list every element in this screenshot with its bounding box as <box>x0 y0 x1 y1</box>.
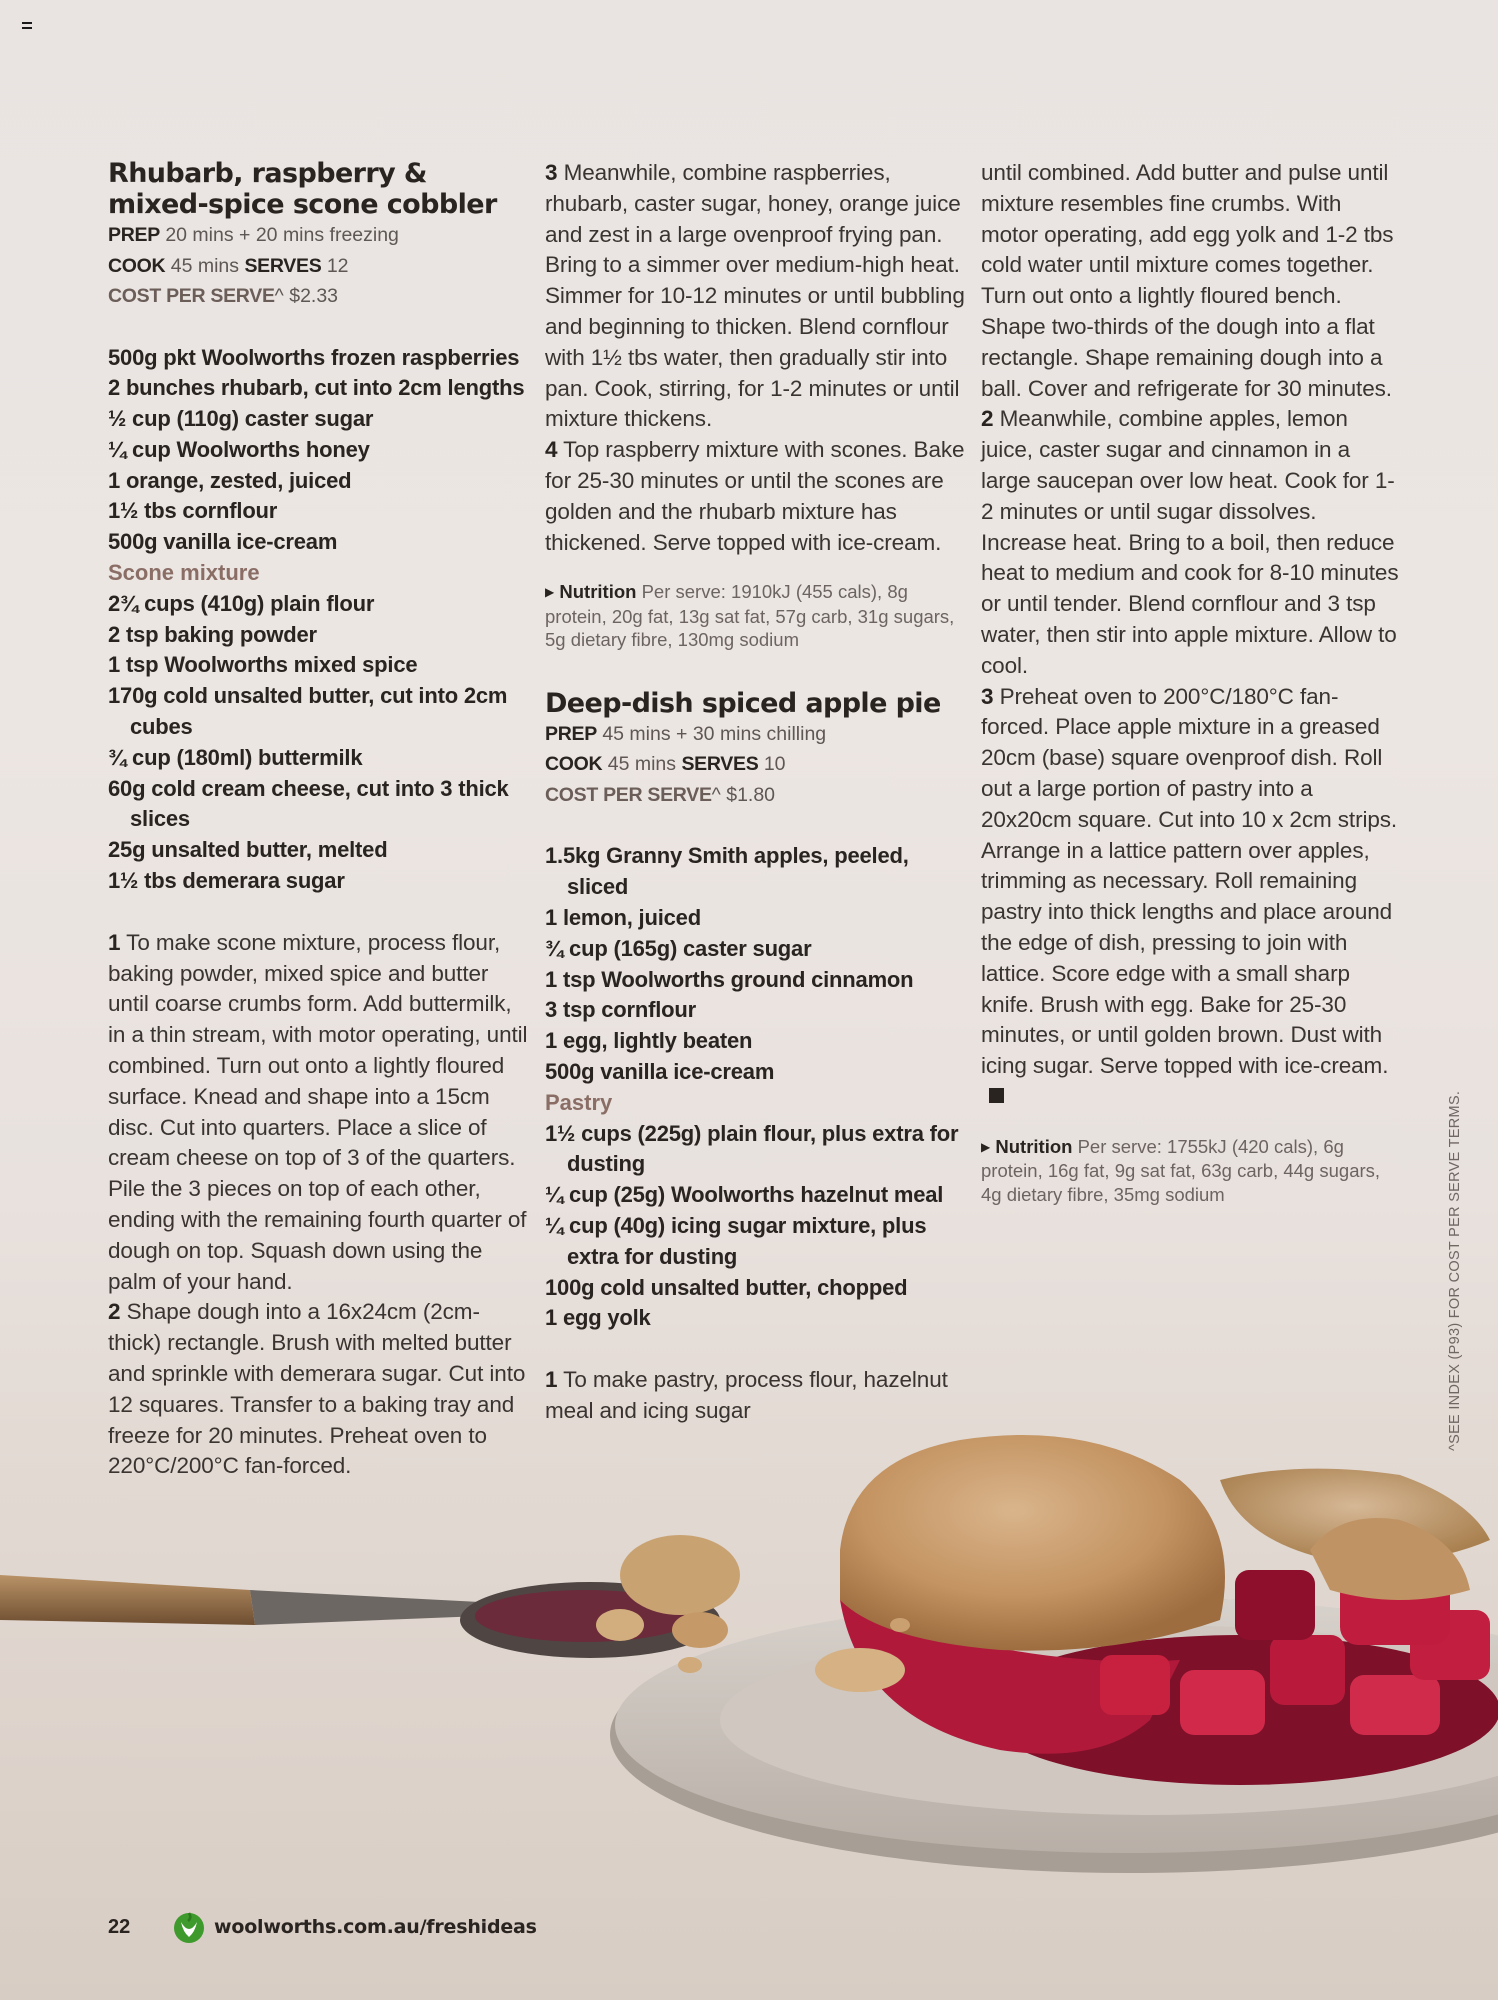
page-number: 22 <box>108 1915 131 1938</box>
step-text: To make pastry, process flour, hazelnut meal and icing sugar <box>545 1367 948 1423</box>
nutrition-text: Per serve: 1755kJ (420 cals), 6g protein, 16g fat, 9g sat fat, 63g carb, 44g sugars, 4g dietary fibre, 35mg sodium <box>981 1135 1381 1205</box>
recipe1-method-continued <box>545 158 965 558</box>
recipe2-method <box>545 1365 965 1427</box>
cost-terms-note: ^SEE INDEX (P93) FOR COST PER SERVE TERMS. <box>1447 1090 1463 1451</box>
cost-mark: ^ <box>274 285 284 307</box>
cook-label: COOK <box>545 753 603 776</box>
nutrition-text: Per serve: 1910kJ (455 cals), 8g protein, 20g fat, 13g sat fat, 57g carb, 31g sugars, 5g dietary fibre, 130mg sodium <box>545 581 955 651</box>
ingredient-item: ¼ cup (25g) Woolworths hazelnut meal <box>545 1182 944 1208</box>
cost-label: COST PER SERVE <box>545 783 712 806</box>
recipe1-nutrition <box>545 580 965 652</box>
footer-url-link[interactable]: woolworths.com.au/freshideas <box>214 1916 537 1938</box>
recipe1-title <box>108 158 528 220</box>
ingredient-item: 1 egg yolk <box>545 1305 651 1331</box>
nutrition-label: Nutrition <box>559 581 637 603</box>
ingredient-item: 3 tsp cornflour <box>545 997 697 1023</box>
cost-value: $1.80 <box>726 783 776 806</box>
cost-mark: ^ <box>711 783 721 806</box>
column-1 <box>108 158 528 1482</box>
ingredient-item: 1½ tbs cornflour <box>108 498 278 524</box>
step-number: 1 <box>108 929 121 955</box>
recipe1-method <box>108 928 528 1482</box>
ingredient-item: 1½ cups (225g) plain flour, plus extra for dusting <box>545 1120 959 1177</box>
recipe2-method-continued <box>981 158 1401 1113</box>
serves-label: SERVES <box>244 254 322 277</box>
step-text: Meanwhile, combine raspberries, rhubarb, caster sugar, honey, orange juice and zest in a large ovenproof frying pan. Bring to a simmer over medium-high heat. Simmer for 10-12 minutes or until bubbling and beginning to thicken. Blend cornflour with 1½ tbs water, then gradually stir into pan. Cook, stirring, for 1-2 minutes or until mixture thickens. <box>545 160 965 432</box>
ingredient-item: ¾ cup (165g) caster sugar <box>545 935 812 961</box>
ingredient-item: ½ cup (110g) caster sugar <box>108 406 374 432</box>
cost-value: $2.33 <box>289 285 339 307</box>
step-text: Top raspberry mixture with scones. Bake for 25-30 minutes or until the scones are golden and the rhubarb mixture has thickened. Serve topped with ice-cream. <box>545 437 965 555</box>
cook-value: 45 mins <box>170 254 240 277</box>
ingredient-item: 500g vanilla ice-cream <box>545 1058 775 1084</box>
prep-value: 20 mins + 20 mins freezing <box>165 224 399 246</box>
recipe1-meta <box>108 220 528 312</box>
page-footer <box>108 1910 537 1944</box>
ingredient-item: 170g cold unsalted butter, cut into 2cm cubes <box>108 683 508 740</box>
recipe1-title-line-1: Rhubarb, raspberry & <box>108 158 427 189</box>
menu-icon[interactable] <box>22 22 32 29</box>
ingredient-item: 1 orange, zested, juiced <box>108 467 352 493</box>
ingredient-item: 2¾ cups (410g) plain flour <box>108 590 375 616</box>
ingredient-item: 1 tsp Woolworths mixed spice <box>108 652 418 678</box>
ingredient-item: ¾ cup (180ml) buttermilk <box>108 744 363 770</box>
step-number: 3 <box>545 160 558 185</box>
column-2 <box>545 158 965 1427</box>
ingredient-item: 2 bunches rhubarb, cut into 2cm lengths <box>108 375 525 401</box>
step-text: To make scone mixture, process flour, baking powder, mixed spice and butter until coarse crumbs form. Add buttermilk, in a thin stream, with motor operating, until combined. Turn out onto a lightly floured surface. Knead and shape into a 15cm disc. Cut into quarters. Place a slice of cream cheese on top of 3 of the quarters. Pile the 3 pieces on top of each other, ending with the remaining fourth quarter of dough on top. Squash down using the palm of your hand. <box>108 929 528 1294</box>
cost-label: COST PER SERVE <box>108 285 275 307</box>
recipe2-ingredients <box>545 841 965 1334</box>
ingredient-item: 1 lemon, juiced <box>545 904 701 930</box>
triangle-right-icon: ▶ <box>545 585 555 600</box>
prep-label: PREP <box>108 224 160 246</box>
step-text: Meanwhile, combine apples, lemon juice, caster sugar and cinnamon in a large saucepan over low heat. Cook for 1-2 minutes or until sugar dissolves. Increase heat. Bring to a boil, then reduce heat to medium and cook for 8-10 minutes or until tender. Blend cornflour and 3 tsp water, then stir into apple mixture. Allow to cool. <box>981 406 1399 678</box>
step-text: until combined. Add butter and pulse until mixture resembles fine crumbs. With motor operating, add egg yolk and 1-2 tbs cold water until mixture comes together. Turn out onto a lightly floured bench. Shape two-thirds of the dough into a flat rectangle. Shape remaining dough into a ball. Cover and refrigerate for 30 minutes. <box>981 160 1394 401</box>
ingredient-item: 1½ tbs demerara sugar <box>108 868 345 894</box>
method-step <box>981 404 1401 681</box>
method-step <box>545 158 965 435</box>
prep-label: PREP <box>545 722 597 745</box>
ingredient-item: 60g cold cream cheese, cut into 3 thick slices <box>108 775 509 832</box>
serves-value: 10 <box>763 753 786 776</box>
step-text: Shape dough into a 16x24cm (2cm-thick) rectangle. Brush with melted butter and sprinkle with demerara sugar. Cut into 12 squares. Transfer to a baking tray and freeze for 20 minutes. Preheat oven to 220°C/200°C fan-forced. <box>108 1299 526 1479</box>
method-step <box>545 435 965 558</box>
ingredient-item: ¼ cup (40g) icing sugar mixture, plus extra for dusting <box>545 1212 927 1269</box>
triangle-right-icon: ▶ <box>981 1139 991 1154</box>
pastry-heading: Pastry <box>545 1089 613 1115</box>
ingredient-item: 1 egg, lightly beaten <box>545 1028 753 1054</box>
ingredient-item: 2 tsp baking powder <box>108 621 317 647</box>
serves-label: SERVES <box>681 753 759 776</box>
step-number: 3 <box>981 683 994 709</box>
step-number: 2 <box>108 1299 121 1325</box>
recipe1-title-line-2: mixed-spice scone cobbler <box>108 189 497 220</box>
nutrition-label: Nutrition <box>995 1135 1073 1157</box>
recipe2-nutrition <box>981 1135 1401 1207</box>
prep-value: 45 mins + 30 mins chilling <box>602 722 827 745</box>
serves-value: 12 <box>326 254 349 277</box>
ingredient-item: 500g vanilla ice-cream <box>108 529 338 555</box>
ingredient-item: 500g pkt Woolworths frozen raspberries <box>108 344 520 370</box>
method-step <box>108 928 528 1298</box>
scone-mixture-heading: Scone mixture <box>108 560 260 586</box>
woolworths-logo-icon <box>172 1910 206 1944</box>
ingredient-item: 1 tsp Woolworths ground cinnamon <box>545 966 914 992</box>
recipe2-meta <box>545 719 965 811</box>
ingredient-item: 100g cold unsalted butter, chopped <box>545 1274 908 1300</box>
method-step <box>981 682 1401 1113</box>
ingredient-item: ¼ cup Woolworths honey <box>108 436 370 462</box>
step-number: 1 <box>545 1367 558 1393</box>
recipe1-ingredients <box>108 343 528 897</box>
step-text: Preheat oven to 200°C/180°C fan-forced. Place apple mixture in a greased 20cm (base) square ovenproof dish. Roll out a large portion of pastry into a 20x20cm square. Cut into 10 x 2cm strips. Arrange in a lattice pattern over apples, trimming as necessary. Roll remaining pastry into thick lengths and place around the edge of dish, pressing to join with lattice. Score edge with a small sharp knife. Brush with egg. Bake for 25-30 minutes, or until golden brown. Dust with icing sugar. Serve topped with ice-cream. <box>981 683 1398 1079</box>
recipe2-title: Deep-dish spiced apple pie <box>545 687 941 719</box>
step-number: 2 <box>981 406 994 432</box>
step-number: 4 <box>545 437 558 463</box>
ingredient-item: 1.5kg Granny Smith apples, peeled, sliced <box>545 843 909 900</box>
end-of-recipe-icon <box>989 1088 1004 1103</box>
column-3 <box>981 158 1401 1206</box>
cook-value: 45 mins <box>607 753 677 776</box>
method-step <box>981 158 1401 404</box>
ingredient-item: 25g unsalted butter, melted <box>108 837 388 863</box>
method-step <box>545 1365 965 1427</box>
cook-label: COOK <box>108 254 166 277</box>
